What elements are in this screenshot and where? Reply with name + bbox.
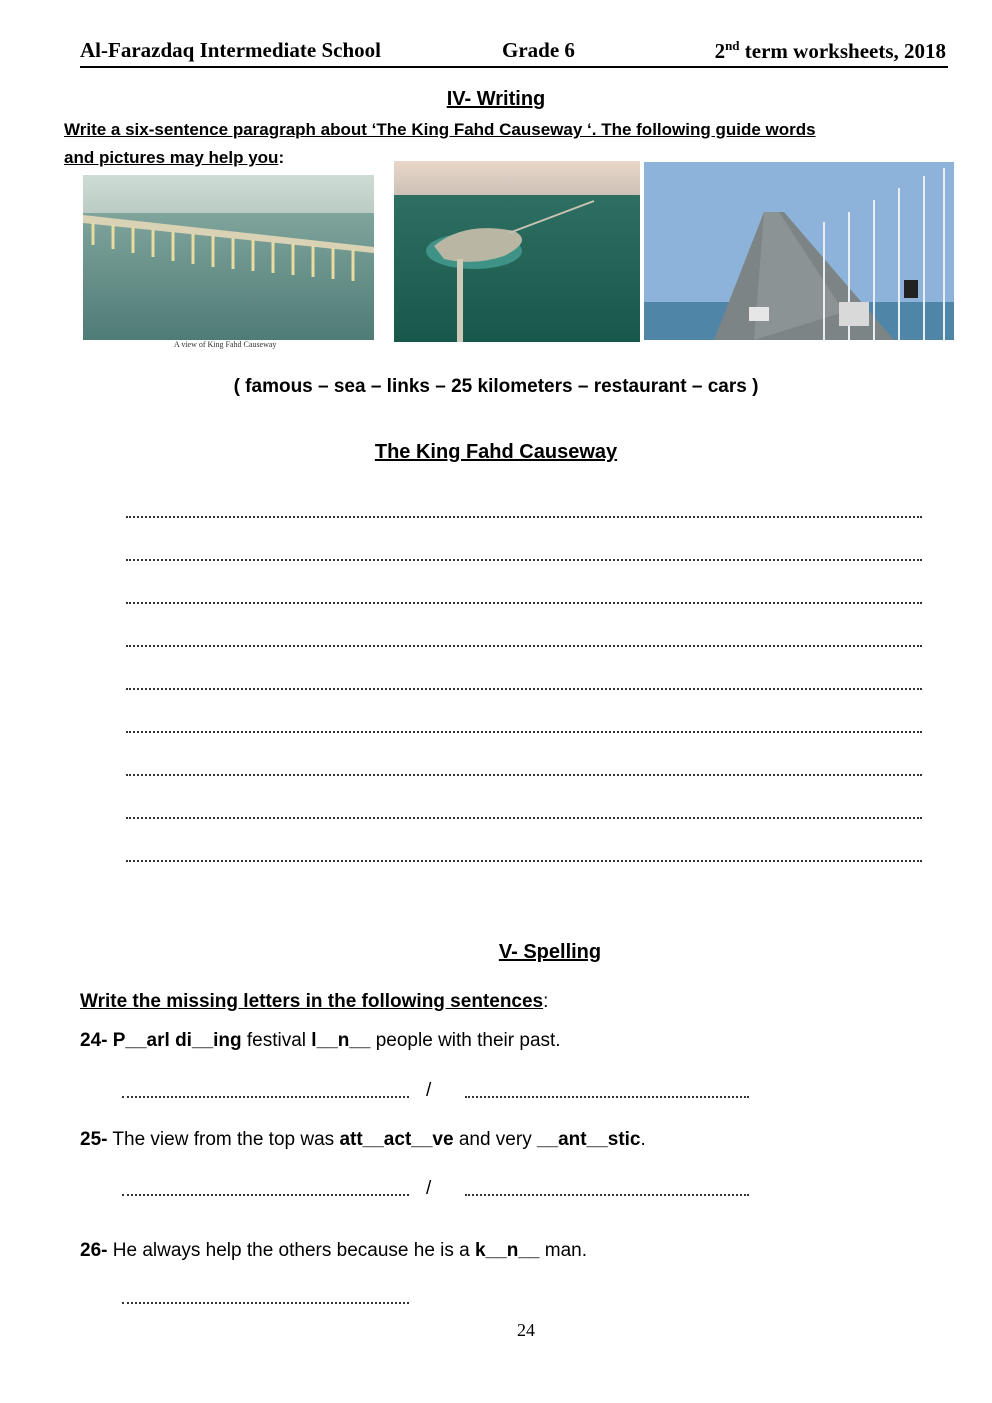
grade-label: Grade 6 (502, 38, 575, 62)
term-label: 2nd term worksheets, 2018 (714, 38, 946, 63)
answer-line-25a[interactable] (122, 1186, 409, 1196)
answer-line-24b[interactable] (465, 1088, 749, 1098)
causeway-photo-1 (83, 175, 374, 340)
answer-separator: / (426, 1080, 432, 1101)
spelling-title: V- Spelling (498, 941, 602, 963)
causeway-photo-3 (644, 162, 954, 340)
paragraph-title: The King Fahd Causeway (374, 441, 618, 463)
page-number: 24 (517, 1320, 535, 1340)
writing-instruction: Write a six-sentence paragraph about ‘The King Fahd Causeway ‘. The following guide words and pictures may help you: (64, 120, 816, 167)
spelling-instruction: Write the missing letters in the following sentences: (80, 991, 549, 1012)
writing-line[interactable] (126, 680, 922, 690)
answer-line-26[interactable] (122, 1294, 409, 1304)
writing-line[interactable] (126, 508, 922, 518)
guide-words: ( famous – sea – links – 25 kilometers – restaurant – cars ) (233, 376, 759, 397)
answer-line-24a[interactable] (122, 1088, 409, 1098)
writing-line[interactable] (126, 766, 922, 776)
writing-line[interactable] (126, 551, 922, 561)
writing-line[interactable] (126, 809, 922, 819)
writing-line[interactable] (126, 594, 922, 604)
photo-caption: A view of King Fahd Causeway (174, 340, 277, 349)
school-name: Al-Farazdaq Intermediate School (80, 38, 381, 62)
question-26: 26- He always help the others because he is a k__n__ man. (80, 1240, 588, 1261)
writing-line[interactable] (126, 852, 922, 862)
writing-title: IV- Writing (446, 88, 546, 110)
writing-line[interactable] (126, 723, 922, 733)
causeway-photo-2 (394, 161, 640, 342)
answer-separator: / (426, 1178, 432, 1199)
question-24: 24- P__arl di__ing festival l__n__ people with their past. (80, 1030, 561, 1051)
page-header (80, 38, 948, 68)
writing-line[interactable] (126, 637, 922, 647)
question-25: 25- The view from the top was att__act__ve and very __ant__stic. (80, 1129, 646, 1150)
answer-line-25b[interactable] (465, 1186, 749, 1196)
